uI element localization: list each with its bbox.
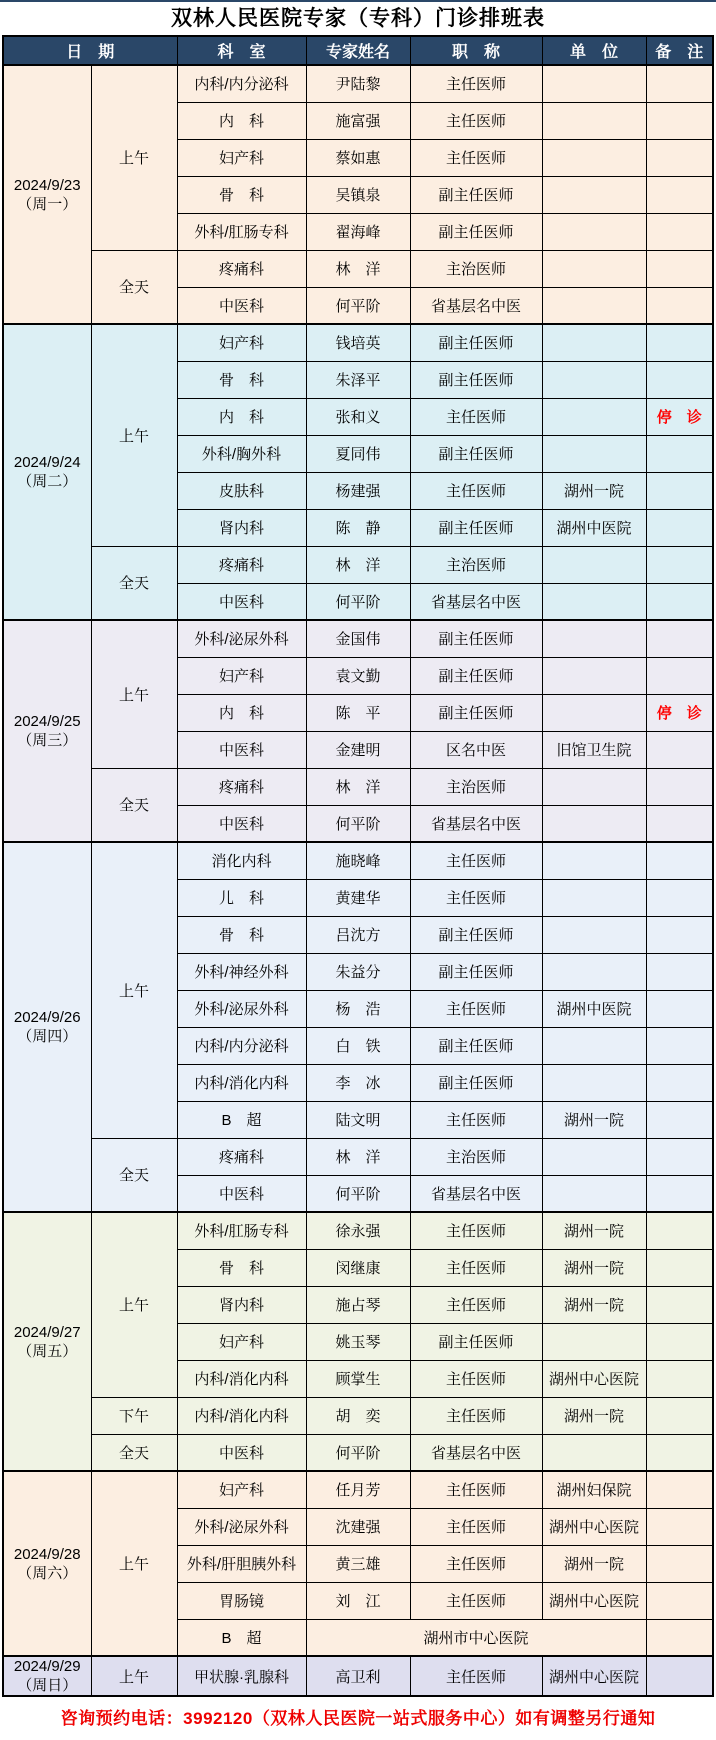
doctor-name-cell: 高卫利	[306, 1656, 410, 1696]
doctor-name-cell: 吕沈方	[306, 916, 410, 953]
dept-cell: 皮肤科	[177, 472, 306, 509]
doctor-name-cell: 尹陆黎	[306, 65, 410, 102]
job-title-cell: 副主任医师	[410, 361, 542, 398]
schedule-row	[3, 1138, 713, 1175]
note-cell	[646, 583, 713, 620]
unit-cell	[542, 546, 646, 583]
note-cell	[646, 842, 713, 879]
dept-cell: 外科/肝胆胰外科	[177, 1545, 306, 1582]
doctor-name-cell: 黄三雄	[306, 1545, 410, 1582]
note-cell	[646, 546, 713, 583]
job-title-cell: 主任医师	[410, 398, 542, 435]
job-title-cell: 省基层名中医	[410, 583, 542, 620]
job-title-cell: 主治医师	[410, 250, 542, 287]
doctor-name-cell: 杨建强	[306, 472, 410, 509]
schedule-row	[3, 1656, 713, 1696]
schedule-row	[3, 1434, 713, 1471]
dept-cell: 妇产科	[177, 1323, 306, 1360]
job-title-cell: 主治医师	[410, 546, 542, 583]
note-cell	[646, 731, 713, 768]
date-cell	[3, 1656, 91, 1696]
dept-cell: 儿 科	[177, 879, 306, 916]
col-header-expert-name: 专家姓名	[306, 36, 410, 65]
doctor-name-cell: 何平阶	[306, 1434, 410, 1471]
unit-cell	[542, 435, 646, 472]
dept-cell: 中医科	[177, 1434, 306, 1471]
doctor-name-cell: 吴镇泉	[306, 176, 410, 213]
unit-cell: 湖州一院	[542, 1286, 646, 1323]
unit-cell	[542, 398, 646, 435]
note-cell	[646, 1286, 713, 1323]
time-cell: 全天	[91, 768, 177, 842]
date-cell	[3, 1471, 91, 1656]
doctor-name-cell: 刘 江	[306, 1582, 410, 1619]
job-title-cell: 主任医师	[410, 1212, 542, 1249]
doctor-name-cell: 姚玉琴	[306, 1323, 410, 1360]
dept-cell: 外科/泌尿外科	[177, 1508, 306, 1545]
footer-notice: 咨询预约电话：3992120（双林人民医院一站式服务中心）如有调整另行通知	[60, 1708, 656, 1728]
note-cell	[646, 1471, 713, 1508]
job-title-cell: 副主任医师	[410, 620, 542, 657]
job-title-cell: 主治医师	[410, 1138, 542, 1175]
unit-cell	[542, 361, 646, 398]
time-cell: 下午	[91, 1397, 177, 1434]
doctor-name-cell: 张和义	[306, 398, 410, 435]
note-cell	[646, 1619, 713, 1656]
dept-cell: 中医科	[177, 583, 306, 620]
dept-cell: B 超	[177, 1619, 306, 1656]
unit-cell	[542, 1434, 646, 1471]
dept-cell: 疼痛科	[177, 768, 306, 805]
doctor-name-cell: 朱益分	[306, 953, 410, 990]
dept-cell: B 超	[177, 1101, 306, 1138]
time-cell: 上午	[91, 1212, 177, 1397]
unit-cell: 湖州一院	[542, 472, 646, 509]
dept-cell: 外科/神经外科	[177, 953, 306, 990]
job-title-cell: 副主任医师	[410, 1323, 542, 1360]
job-title-cell: 副主任医师	[410, 1064, 542, 1101]
doctor-name-cell: 何平阶	[306, 805, 410, 842]
unit-cell: 湖州一院	[542, 1545, 646, 1582]
unit-cell: 湖州中医院	[542, 509, 646, 546]
unit-cell: 湖州中心医院	[542, 1582, 646, 1619]
note-cell	[646, 953, 713, 990]
note-cell	[646, 1212, 713, 1249]
dept-cell: 骨 科	[177, 361, 306, 398]
schedule-row	[3, 842, 713, 879]
unit-cell	[542, 287, 646, 324]
col-header-date: 日 期	[3, 36, 177, 65]
doctor-name-cell: 陈 平	[306, 694, 410, 731]
schedule-row	[3, 546, 713, 583]
schedule-body	[3, 65, 713, 1696]
unit-cell: 湖州中心医院	[542, 1656, 646, 1696]
weekday-text: （周四）	[17, 1028, 78, 1045]
doctor-name-cell: 蔡如惠	[306, 139, 410, 176]
job-title-cell: 主任医师	[410, 1360, 542, 1397]
unit-cell	[542, 583, 646, 620]
unit-cell	[542, 324, 646, 361]
note-cell	[646, 916, 713, 953]
doctor-name-cell: 徐永强	[306, 1212, 410, 1249]
doctor-name-cell: 夏同伟	[306, 435, 410, 472]
time-cell: 上午	[91, 1656, 177, 1696]
job-title-cell: 省基层名中医	[410, 1434, 542, 1471]
note-cell	[646, 657, 713, 694]
note-cell	[646, 805, 713, 842]
date-text: 2024/9/28	[13, 1545, 81, 1563]
note-cell	[646, 1101, 713, 1138]
dept-cell: 疼痛科	[177, 1138, 306, 1175]
doctor-name-cell: 朱泽平	[306, 361, 410, 398]
note-cell	[646, 1545, 713, 1582]
unit-cell	[542, 65, 646, 102]
dept-cell: 内科/消化内科	[177, 1360, 306, 1397]
doctor-name-cell: 任月芳	[306, 1471, 410, 1508]
dept-cell: 中医科	[177, 287, 306, 324]
job-title-cell: 主任医师	[410, 1508, 542, 1545]
note-cell	[646, 102, 713, 139]
schedule-row	[3, 1471, 713, 1508]
date-cell	[3, 620, 91, 842]
job-title-cell: 副主任医师	[410, 176, 542, 213]
unit-cell	[542, 879, 646, 916]
unit-cell: 湖州中心医院	[542, 1508, 646, 1545]
unit-cell	[542, 1064, 646, 1101]
dept-cell: 甲状腺·乳腺科	[177, 1656, 306, 1696]
job-title-cell: 副主任医师	[410, 1027, 542, 1064]
dept-cell: 中医科	[177, 1175, 306, 1212]
unit-cell: 湖州一院	[542, 1212, 646, 1249]
schedule-row	[3, 250, 713, 287]
unit-cell	[542, 1175, 646, 1212]
schedule-row	[3, 324, 713, 361]
job-title-cell: 区名中医	[410, 731, 542, 768]
date-text: 2024/9/27	[13, 1323, 81, 1341]
note-cell	[646, 213, 713, 250]
job-title-cell: 主任医师	[410, 990, 542, 1027]
dept-cell: 骨 科	[177, 916, 306, 953]
note-cell	[646, 1360, 713, 1397]
doctor-name-cell: 何平阶	[306, 583, 410, 620]
job-title-cell: 主任医师	[410, 1397, 542, 1434]
job-title-cell: 主任医师	[410, 1471, 542, 1508]
unit-cell: 旧馆卫生院	[542, 731, 646, 768]
date-text: 2024/9/24	[13, 454, 81, 471]
job-title-cell: 副主任医师	[410, 435, 542, 472]
dept-cell: 内科/内分泌科	[177, 65, 306, 102]
note-cell	[646, 1508, 713, 1545]
unit-cell	[542, 213, 646, 250]
dept-cell: 外科/肛肠专科	[177, 1212, 306, 1249]
note-cell	[646, 176, 713, 213]
doctor-name-cell: 沈建强	[306, 1508, 410, 1545]
note-cell	[646, 472, 713, 509]
doctor-name-cell: 施占琴	[306, 1286, 410, 1323]
date-cell	[3, 324, 91, 620]
unit-cell: 湖州一院	[542, 1101, 646, 1138]
job-title-cell: 主任医师	[410, 1545, 542, 1582]
job-title-cell: 省基层名中医	[410, 1175, 542, 1212]
dept-cell: 骨 科	[177, 176, 306, 213]
unit-cell	[542, 102, 646, 139]
time-cell: 全天	[91, 1138, 177, 1212]
dept-cell: 中医科	[177, 731, 306, 768]
schedule-row	[3, 768, 713, 805]
job-title-cell: 主任医师	[410, 879, 542, 916]
col-header-unit: 单 位	[542, 36, 646, 65]
dept-cell: 肾内科	[177, 509, 306, 546]
dept-cell: 妇产科	[177, 139, 306, 176]
doctor-name-cell: 金国伟	[306, 620, 410, 657]
doctor-name-cell: 金建明	[306, 731, 410, 768]
col-header-job-title: 职 称	[410, 36, 542, 65]
time-cell: 上午	[91, 65, 177, 250]
job-title-cell: 主任医师	[410, 139, 542, 176]
note-cell	[646, 1397, 713, 1434]
dept-cell: 内科/内分泌科	[177, 1027, 306, 1064]
dept-cell: 中医科	[177, 805, 306, 842]
dept-cell: 消化内科	[177, 842, 306, 879]
unit-cell: 湖州妇保院	[542, 1471, 646, 1508]
date-text: 2024/9/29	[13, 1658, 81, 1675]
dept-cell: 妇产科	[177, 657, 306, 694]
note-cell	[646, 990, 713, 1027]
col-header-note: 备 注	[646, 36, 713, 65]
note-cell	[646, 250, 713, 287]
job-title-cell: 副主任医师	[410, 657, 542, 694]
dept-cell: 疼痛科	[177, 546, 306, 583]
dept-cell: 内 科	[177, 102, 306, 139]
dept-cell: 内 科	[177, 694, 306, 731]
dept-cell: 胃肠镜	[177, 1582, 306, 1619]
unit-cell: 湖州一院	[542, 1397, 646, 1434]
doctor-name-cell: 翟海峰	[306, 213, 410, 250]
schedule-row	[3, 65, 713, 102]
header-row	[3, 36, 713, 65]
note-cell	[646, 1249, 713, 1286]
doctor-name-cell: 顾掌生	[306, 1360, 410, 1397]
dept-cell: 内科/消化内科	[177, 1397, 306, 1434]
job-title-cell: 副主任医师	[410, 916, 542, 953]
note-cell	[646, 1138, 713, 1175]
job-title-cell: 主任医师	[410, 65, 542, 102]
doctor-name-cell: 袁文勤	[306, 657, 410, 694]
dept-cell: 内 科	[177, 398, 306, 435]
schedule-row	[3, 620, 713, 657]
note-cell	[646, 509, 713, 546]
unit-cell	[542, 657, 646, 694]
dept-cell: 肾内科	[177, 1286, 306, 1323]
time-cell: 全天	[91, 1434, 177, 1471]
unit-cell	[542, 842, 646, 879]
note-cell	[646, 1027, 713, 1064]
job-title-cell: 主任医师	[410, 1101, 542, 1138]
note-cell	[646, 361, 713, 398]
time-cell: 上午	[91, 324, 177, 546]
unit-cell	[542, 139, 646, 176]
date-cell	[3, 842, 91, 1212]
weekday-text: （周三）	[17, 732, 78, 749]
unit-cell	[542, 1323, 646, 1360]
date-text: 2024/9/25	[13, 713, 81, 730]
dept-cell: 内科/消化内科	[177, 1064, 306, 1101]
note-cell	[646, 620, 713, 657]
doctor-name-cell: 白 铁	[306, 1027, 410, 1064]
unit-cell	[542, 620, 646, 657]
weekday-text: （周六）	[17, 1564, 78, 1582]
time-cell: 上午	[91, 842, 177, 1138]
doctor-name-cell: 施晓峰	[306, 842, 410, 879]
job-title-cell: 副主任医师	[410, 694, 542, 731]
doctor-name-cell: 林 洋	[306, 250, 410, 287]
note-cell	[646, 65, 713, 102]
job-title-cell: 主任医师	[410, 472, 542, 509]
weekday-text: （周二）	[17, 473, 78, 490]
unit-cell	[542, 805, 646, 842]
unit-cell	[542, 1138, 646, 1175]
note-cell	[646, 139, 713, 176]
unit-cell	[542, 1027, 646, 1064]
doctor-name-cell: 闵继康	[306, 1249, 410, 1286]
doctor-name-cell: 何平阶	[306, 1175, 410, 1212]
note-cell	[646, 435, 713, 472]
job-title-cell: 主任医师	[410, 842, 542, 879]
unit-cell	[542, 176, 646, 213]
job-title-cell: 主任医师	[410, 102, 542, 139]
doctor-name-cell: 李 冰	[306, 1064, 410, 1101]
unit-cell	[542, 768, 646, 805]
job-title-cell: 主任医师	[410, 1249, 542, 1286]
weekday-text: （周日）	[17, 1677, 78, 1694]
doctor-name-cell: 钱培英	[306, 324, 410, 361]
doctor-name-cell: 黄建华	[306, 879, 410, 916]
note-cell	[646, 1323, 713, 1360]
dept-cell: 外科/肛肠专科	[177, 213, 306, 250]
doctor-name-cell: 胡 奕	[306, 1397, 410, 1434]
note-cell	[646, 1656, 713, 1696]
unit-cell	[542, 953, 646, 990]
dept-cell: 外科/胸外科	[177, 435, 306, 472]
time-cell: 全天	[91, 546, 177, 620]
weekday-text: （周一）	[17, 195, 78, 213]
job-title-cell: 主任医师	[410, 1582, 542, 1619]
date-cell	[3, 65, 91, 324]
doctor-name-cell: 杨 浩	[306, 990, 410, 1027]
doctor-name-cell: 林 洋	[306, 1138, 410, 1175]
date-text: 2024/9/23	[13, 176, 81, 194]
unit-cell	[542, 916, 646, 953]
doctor-name-cell: 施富强	[306, 102, 410, 139]
unit-cell: 湖州一院	[542, 1249, 646, 1286]
time-cell: 上午	[91, 1471, 177, 1656]
schedule-row	[3, 1212, 713, 1249]
note-cell	[646, 768, 713, 805]
note-cell	[646, 1434, 713, 1471]
note-cell: 停 诊	[646, 398, 713, 435]
note-cell	[646, 1064, 713, 1101]
note-cell	[646, 1582, 713, 1619]
note-cell: 停 诊	[646, 694, 713, 731]
merged-unit-cell: 湖州市中心医院	[306, 1619, 646, 1656]
unit-cell	[542, 250, 646, 287]
job-title-cell: 省基层名中医	[410, 805, 542, 842]
col-header-dept: 科 室	[177, 36, 306, 65]
note-cell	[646, 879, 713, 916]
doctor-name-cell: 陆文明	[306, 1101, 410, 1138]
doctor-name-cell: 何平阶	[306, 287, 410, 324]
job-title-cell: 省基层名中医	[410, 287, 542, 324]
note-cell	[646, 324, 713, 361]
page-title: 双林人民医院专家（专科）门诊排班表	[171, 7, 545, 30]
doctor-name-cell: 陈 静	[306, 509, 410, 546]
job-title-cell: 主治医师	[410, 768, 542, 805]
schedule-row	[3, 1397, 713, 1434]
doctor-name-cell: 林 洋	[306, 546, 410, 583]
unit-cell: 湖州中心医院	[542, 1360, 646, 1397]
job-title-cell: 主任医师	[410, 1286, 542, 1323]
dept-cell: 妇产科	[177, 324, 306, 361]
dept-cell: 外科/泌尿外科	[177, 620, 306, 657]
job-title-cell: 主任医师	[410, 1656, 542, 1696]
date-cell	[3, 1212, 91, 1471]
job-title-cell: 副主任医师	[410, 324, 542, 361]
note-cell	[646, 287, 713, 324]
dept-cell: 骨 科	[177, 1249, 306, 1286]
dept-cell: 外科/泌尿外科	[177, 990, 306, 1027]
time-cell: 全天	[91, 250, 177, 324]
unit-cell	[542, 694, 646, 731]
note-cell	[646, 1175, 713, 1212]
date-text: 2024/9/26	[13, 1009, 81, 1026]
job-title-cell: 副主任医师	[410, 213, 542, 250]
schedule-table	[2, 35, 714, 1697]
weekday-text: （周五）	[17, 1342, 78, 1360]
job-title-cell: 副主任医师	[410, 953, 542, 990]
time-cell: 上午	[91, 620, 177, 768]
job-title-cell: 副主任医师	[410, 509, 542, 546]
dept-cell: 妇产科	[177, 1471, 306, 1508]
doctor-name-cell: 林 洋	[306, 768, 410, 805]
dept-cell: 疼痛科	[177, 250, 306, 287]
unit-cell: 湖州中医院	[542, 990, 646, 1027]
